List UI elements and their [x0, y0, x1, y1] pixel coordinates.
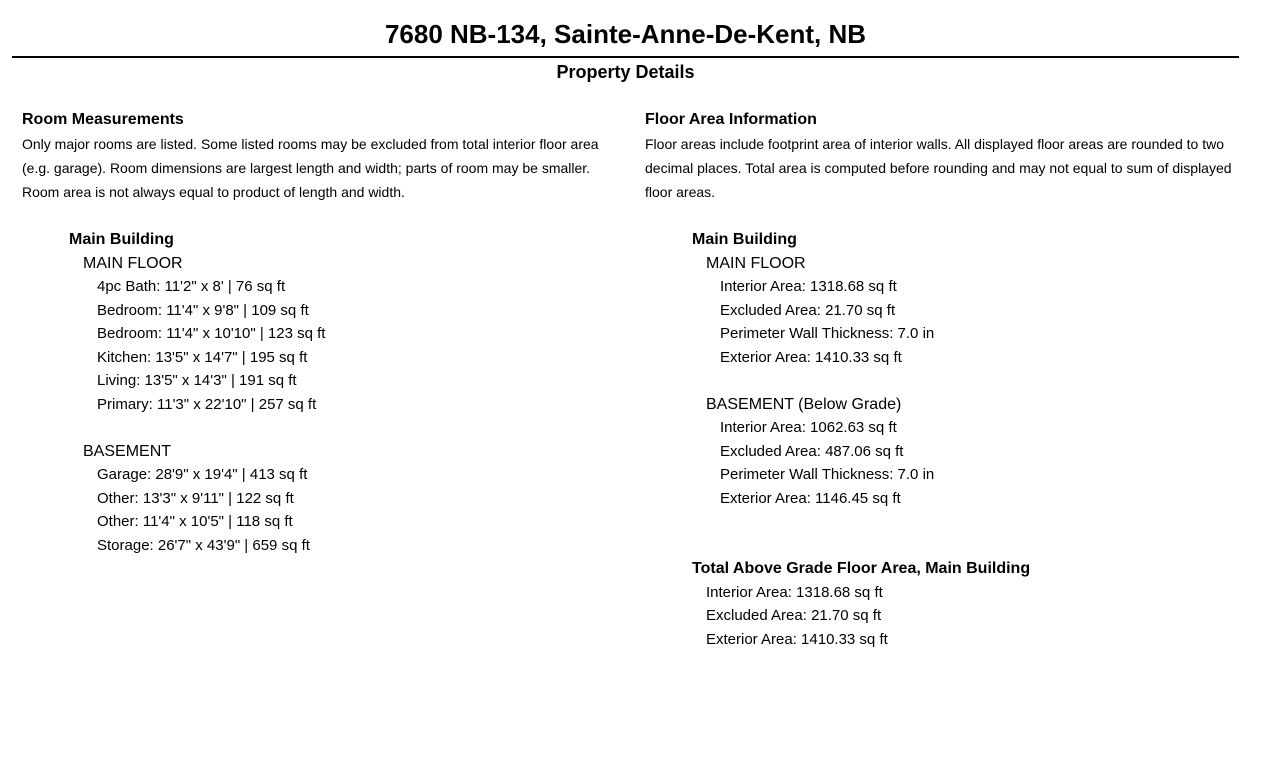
building-title: Main Building [692, 231, 797, 248]
building-title: Main Building [69, 231, 174, 248]
area-list [706, 416, 1250, 510]
note-line: Room area is not always equal to product of length and width. [22, 184, 405, 200]
room-measurements-note [22, 132, 622, 204]
floor-area-heading: Floor Area Information [645, 111, 817, 128]
area-building-block [692, 228, 1250, 510]
title-divider [12, 56, 1239, 58]
floor-basement [83, 440, 622, 558]
area-item: Excluded Area: 21.70 sq ft [720, 301, 896, 319]
area-floor-basement [706, 393, 1250, 511]
room-item: 4pc Bath: 11'2" x 8' | 76 sq ft [97, 278, 286, 295]
floor-title: BASEMENT [83, 442, 172, 460]
page-subtitle: Property Details [556, 62, 695, 82]
area-item: Interior Area: 1318.68 sq ft [720, 278, 897, 295]
floor-main [83, 252, 622, 417]
room-item: Other: 13'3" x 9'11" | 122 sq ft [97, 489, 294, 507]
note-line: decimal places. Total area is computed before rounding and may not equal to sum of displayed [645, 160, 1232, 176]
room-list [83, 275, 622, 416]
floor-title: MAIN FLOOR [83, 254, 183, 272]
room-item: Kitchen: 13'5" x 14'7" | 195 sq ft [97, 348, 308, 366]
total-item: Interior Area: 1318.68 sq ft [706, 583, 883, 601]
room-item: Primary: 11'3" x 22'10" | 257 sq ft [97, 395, 317, 413]
total-item: Exterior Area: 1410.33 sq ft [706, 630, 888, 648]
note-line: (e.g. garage). Room dimensions are largest length and width; parts of room may be smaller. [22, 160, 591, 176]
page-title: 7680 NB-134, Sainte-Anne-De-Kent, NB [384, 19, 867, 49]
room-item: Bedroom: 11'4" x 10'10" | 123 sq ft [97, 325, 326, 342]
area-floor-main [706, 252, 1250, 370]
area-list [706, 275, 1250, 369]
room-item: Living: 13'5" x 14'3" | 191 sq ft [97, 372, 297, 389]
room-item: Other: 11'4" x 10'5" | 118 sq ft [97, 513, 293, 530]
room-item: Garage: 28'9" x 19'4" | 413 sq ft [97, 466, 308, 483]
area-item: Perimeter Wall Thickness: 7.0 in [720, 466, 935, 483]
room-item: Bedroom: 11'4" x 9'8" | 109 sq ft [97, 301, 309, 319]
room-measurements-section [22, 108, 622, 557]
floor-title: MAIN FLOOR [706, 254, 806, 272]
area-item: Interior Area: 1062.63 sq ft [720, 419, 897, 436]
area-item: Exterior Area: 1146.45 sq ft [720, 489, 901, 507]
room-measurements-heading: Room Measurements [22, 111, 184, 128]
total-list [692, 581, 1250, 652]
total-title: Total Above Grade Floor Area, Main Building [692, 560, 1031, 577]
total-item: Excluded Area: 21.70 sq ft [706, 607, 882, 624]
room-item: Storage: 26'7" x 43'9" | 659 sq ft [97, 536, 310, 554]
note-line: Floor areas include footprint area of interior walls. All displayed floor areas are rounded to two [645, 136, 1224, 152]
total-above-grade-block [692, 557, 1250, 651]
area-item: Perimeter Wall Thickness: 7.0 in [720, 325, 935, 342]
floor-area-note [645, 132, 1250, 204]
area-item: Exterior Area: 1410.33 sq ft [720, 348, 902, 366]
note-line: Only major rooms are listed. Some listed rooms may be excluded from total interior floor area [22, 136, 599, 152]
room-building-block [69, 228, 622, 557]
area-item: Excluded Area: 487.06 sq ft [720, 442, 904, 460]
note-line: floor areas. [645, 184, 716, 200]
floor-title: BASEMENT (Below Grade) [706, 395, 902, 413]
room-list [83, 463, 622, 557]
floor-area-section [645, 108, 1250, 651]
